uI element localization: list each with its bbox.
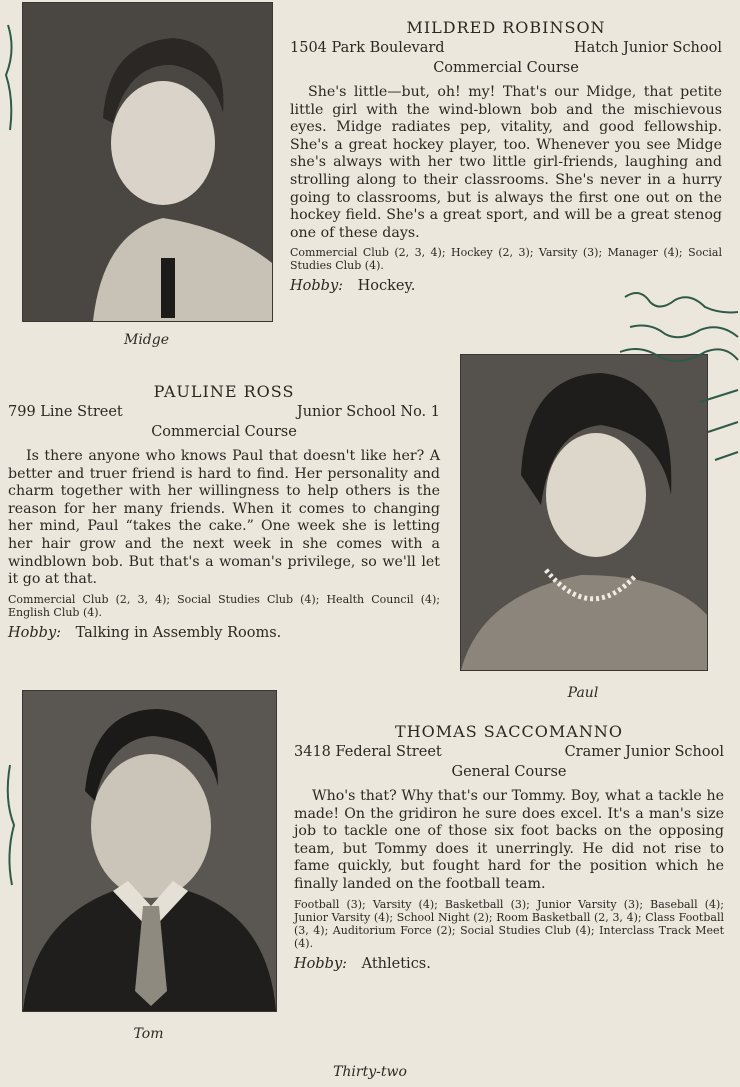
handwritten-margin-mark — [0, 760, 22, 890]
nickname-caption-thomas: Tom — [133, 1026, 164, 1042]
student-activities: Football (3); Varsity (4); Basketball (3); Junior Varsity (3); Baseball (4); Junior Varsity (4); School Night (2); Room Basketball (2, 3, 4); Class Football (3, 4); Auditorium Force (2); Social Studies Club (4); Interclass Track Meet (4). — [294, 897, 724, 950]
hobby-value: Athletics. — [361, 955, 431, 972]
student-address: 1504 Park Boulevard — [290, 40, 445, 56]
handwritten-margin-mark — [0, 20, 22, 140]
hobby-value: Hockey. — [357, 278, 416, 295]
portrait-photo-thomas — [22, 690, 277, 1012]
course-name: Commercial Course — [151, 424, 297, 440]
hobby-label: Hobby: — [294, 955, 348, 972]
student-address: 799 Line Street — [8, 404, 123, 420]
nickname-caption-pauline: Paul — [567, 685, 599, 701]
student-name: PAULINE ROSS — [153, 382, 295, 401]
junior-school: Cramer Junior School — [564, 744, 724, 760]
hobby-line — [8, 625, 440, 641]
nickname-caption-mildred: Midge — [123, 332, 170, 348]
junior-school: Hatch Junior School — [573, 40, 722, 56]
student-name: MILDRED ROBINSON — [406, 18, 606, 37]
student-entry-thomas — [294, 722, 724, 972]
page-number: Thirty-two — [333, 1064, 407, 1080]
course-name: General Course — [451, 764, 567, 780]
portrait-photo-mildred — [22, 2, 273, 322]
student-name: THOMAS SACCOMANNO — [395, 722, 623, 741]
student-activities: Commercial Club (2, 3, 4); Social Studies Club (4); Health Council (4); English Club (4). — [8, 592, 440, 619]
address-row — [8, 403, 440, 422]
student-bio: Is there anyone who knows Paul that doesn't like her? A better and truer friend is hard to find. Her personality and charm together with her willingness to help others is the reason for her many friends. When it comes to changing her mind, Paul “takes the cake.” One week she is letting her hair grow and the next week in she comes with a windblown bob. But that's a woman's privilege, so we'll let it go at that. — [8, 448, 440, 588]
student-activities: Commercial Club (2, 3, 4); Hockey (2, 3); Varsity (3); Manager (4); Social Studies Club (4). — [290, 246, 722, 273]
student-bio: She's little—but, oh! my! That's our Midge, that petite little girl with the wind-blown bob and the mischievous eyes. Midge radiates pep, vitality, and good fellowship. She's a great hockey player, too. Whenever you see Midge she's always with her two little girl-friends, laughing and strolling along to their classrooms. She's never in a hurry going to classrooms, but is always the first one out on the hockey field. She's a great sport, and will be a great stenog one of these days. — [290, 84, 722, 241]
student-entry-mildred — [290, 18, 722, 294]
hobby-value: Talking in Assembly Rooms. — [75, 624, 282, 641]
address-row — [294, 743, 724, 762]
hobby-label: Hobby: — [290, 278, 344, 295]
student-entry-pauline — [8, 382, 440, 641]
student-bio: Who's that? Why that's our Tommy. Boy, what a tackle he made! On the gridiron he sure does excel. It's a man's size job to tackle one of those six foot backs on the opposing team, but Tommy does it unerringly. He did not rise to fame quickly, but fought hard for the position which he finally landed on the football team. — [294, 788, 724, 892]
student-address: 3418 Federal Street — [294, 744, 442, 760]
hobby-label: Hobby: — [8, 624, 62, 641]
handwritten-inscription — [580, 282, 740, 472]
hobby-line — [294, 956, 724, 972]
junior-school: Junior School No. 1 — [296, 404, 440, 420]
address-row — [290, 39, 722, 58]
course-name: Commercial Course — [433, 60, 579, 76]
